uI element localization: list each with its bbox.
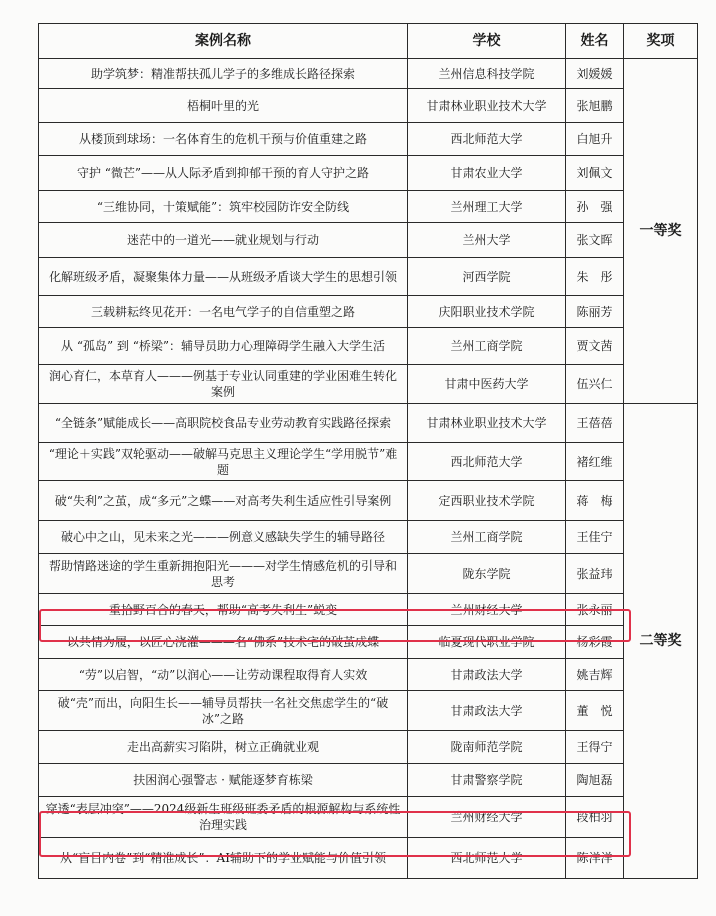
school-cell: 兰州大学 — [408, 223, 566, 258]
case-cell: “全链条”赋能成长——高职院校食品专业劳动教育实践路径探索 — [39, 404, 408, 443]
table-row — [39, 89, 698, 123]
table-row — [39, 838, 698, 879]
header-row — [39, 24, 698, 59]
table-row — [39, 443, 698, 481]
case-cell: “劳”以启智，“动”以润心——让劳动课程取得育人实效 — [39, 659, 408, 691]
table-row — [39, 191, 698, 223]
school-cell: 甘肃政法大学 — [408, 659, 566, 691]
table-row — [39, 797, 698, 838]
name-cell: 陈洋洋 — [566, 838, 624, 879]
case-cell: 助学筑梦：精准帮扶孤儿学子的多维成长路径探索 — [39, 59, 408, 89]
school-cell: 定西职业技术学院 — [408, 481, 566, 521]
name-cell: 白旭升 — [566, 123, 624, 156]
name-cell: 王得宁 — [566, 731, 624, 764]
award-cell: 一等奖 — [624, 59, 698, 404]
school-cell: 兰州财经大学 — [408, 797, 566, 838]
school-cell: 甘肃农业大学 — [408, 156, 566, 191]
table-row — [39, 296, 698, 328]
name-cell: 刘佩文 — [566, 156, 624, 191]
case-cell: 破“壳”而出，向阳生长——辅导员帮扶一名社交焦虑学生的“破冰”之路 — [39, 691, 408, 731]
table-row — [39, 594, 698, 626]
case-cell: 重拾野百合的春天，帮助“高考失利生”蜕变 — [39, 594, 408, 626]
table-row — [39, 59, 698, 89]
table-row — [39, 365, 698, 404]
case-cell: 穿透“表层冲突”——2024级新生班级班委矛盾的根源解构与系统性治理实践 — [39, 797, 408, 838]
school-cell: 甘肃林业职业技术大学 — [408, 404, 566, 443]
name-cell: 陶旭磊 — [566, 764, 624, 797]
name-cell: 张益玮 — [566, 554, 624, 594]
name-cell: 陈丽芳 — [566, 296, 624, 328]
school-cell: 兰州理工大学 — [408, 191, 566, 223]
table-row — [39, 626, 698, 659]
table-row — [39, 156, 698, 191]
case-cell: 帮助情路迷途的学生重新拥抱阳光———对学生情感危机的引导和思考 — [39, 554, 408, 594]
school-cell: 兰州信息科技学院 — [408, 59, 566, 89]
school-cell: 西北师范大学 — [408, 123, 566, 156]
table-row — [39, 481, 698, 521]
case-cell: 从 “孤岛” 到 “桥梁”：辅导员助力心理障碍学生融入大学生活 — [39, 328, 408, 365]
case-cell: 三载耕耘终见花开：一名电气学子的自信重塑之路 — [39, 296, 408, 328]
name-cell: 褚红维 — [566, 443, 624, 481]
name-cell: 王佳宁 — [566, 521, 624, 554]
name-cell: 王蓓蓓 — [566, 404, 624, 443]
school-cell: 陇东学院 — [408, 554, 566, 594]
table-row — [39, 328, 698, 365]
school-cell: 庆阳职业技术学院 — [408, 296, 566, 328]
school-cell: 兰州财经大学 — [408, 594, 566, 626]
name-cell: 张永丽 — [566, 594, 624, 626]
name-cell: 张旭鹏 — [566, 89, 624, 123]
case-cell: 从楼顶到球场：一名体育生的危机干预与价值重建之路 — [39, 123, 408, 156]
name-cell: 伍兴仁 — [566, 365, 624, 404]
header-case: 案例名称 — [39, 24, 408, 59]
case-cell: 梧桐叶里的光 — [39, 89, 408, 123]
case-cell: “三维协同，十策赋能”：筑牢校园防诈安全防线 — [39, 191, 408, 223]
school-cell: 西北师范大学 — [408, 443, 566, 481]
awards-table — [38, 23, 698, 879]
school-cell: 甘肃中医药大学 — [408, 365, 566, 404]
table-row — [39, 223, 698, 258]
name-cell: 蒋 梅 — [566, 481, 624, 521]
school-cell: 兰州工商学院 — [408, 521, 566, 554]
case-cell: “理论＋实践”双轮驱动——破解马克思主义理论学生“学用脱节”难题 — [39, 443, 408, 481]
table-row — [39, 659, 698, 691]
school-cell: 甘肃政法大学 — [408, 691, 566, 731]
name-cell: 杨彩霞 — [566, 626, 624, 659]
name-cell: 孙 强 — [566, 191, 624, 223]
case-cell: 从“盲目内卷”到“精准成长”：AI辅助下的学业赋能与价值引领 — [39, 838, 408, 879]
award-cell: 二等奖 — [624, 404, 698, 879]
school-cell: 西北师范大学 — [408, 838, 566, 879]
name-cell: 刘媛媛 — [566, 59, 624, 89]
table-row — [39, 123, 698, 156]
case-cell: 以共情为履，以匠心浇灌———名“佛系”技术宅的破茧成蝶 — [39, 626, 408, 659]
table-row — [39, 521, 698, 554]
school-cell: 陇南师范学院 — [408, 731, 566, 764]
case-cell: 润心育仁，本草育人———例基于专业认同重建的学业困难生转化案例 — [39, 365, 408, 404]
school-cell: 甘肃林业职业技术大学 — [408, 89, 566, 123]
case-cell: 破心中之山，见未来之光———例意义感缺失学生的辅导路径 — [39, 521, 408, 554]
case-cell: 扶困润心强警志 · 赋能逐梦育栋梁 — [39, 764, 408, 797]
name-cell: 段柏羽 — [566, 797, 624, 838]
table-row — [39, 554, 698, 594]
case-cell: 破“失利”之茧，成“多元”之蝶——对高考失利生适应性引导案例 — [39, 481, 408, 521]
table-row — [39, 258, 698, 296]
case-cell: 化解班级矛盾，凝聚集体力量——从班级矛盾谈大学生的思想引领 — [39, 258, 408, 296]
header-school: 学校 — [408, 24, 566, 59]
case-cell: 迷茫中的一道光——就业规划与行动 — [39, 223, 408, 258]
table-row — [39, 731, 698, 764]
case-cell: 守护 “微芒”——从人际矛盾到抑郁干预的育人守护之路 — [39, 156, 408, 191]
header-name: 姓名 — [566, 24, 624, 59]
school-cell: 甘肃警察学院 — [408, 764, 566, 797]
name-cell: 贾文茜 — [566, 328, 624, 365]
table-row — [39, 764, 698, 797]
table-row — [39, 691, 698, 731]
school-cell: 兰州工商学院 — [408, 328, 566, 365]
name-cell: 张文晖 — [566, 223, 624, 258]
header-award: 奖项 — [624, 24, 698, 59]
school-cell: 河西学院 — [408, 258, 566, 296]
school-cell: 临夏现代职业学院 — [408, 626, 566, 659]
case-cell: 走出高薪实习陷阱，树立正确就业观 — [39, 731, 408, 764]
table-row — [39, 404, 698, 443]
name-cell: 朱 彤 — [566, 258, 624, 296]
name-cell: 董 悦 — [566, 691, 624, 731]
name-cell: 姚吉辉 — [566, 659, 624, 691]
